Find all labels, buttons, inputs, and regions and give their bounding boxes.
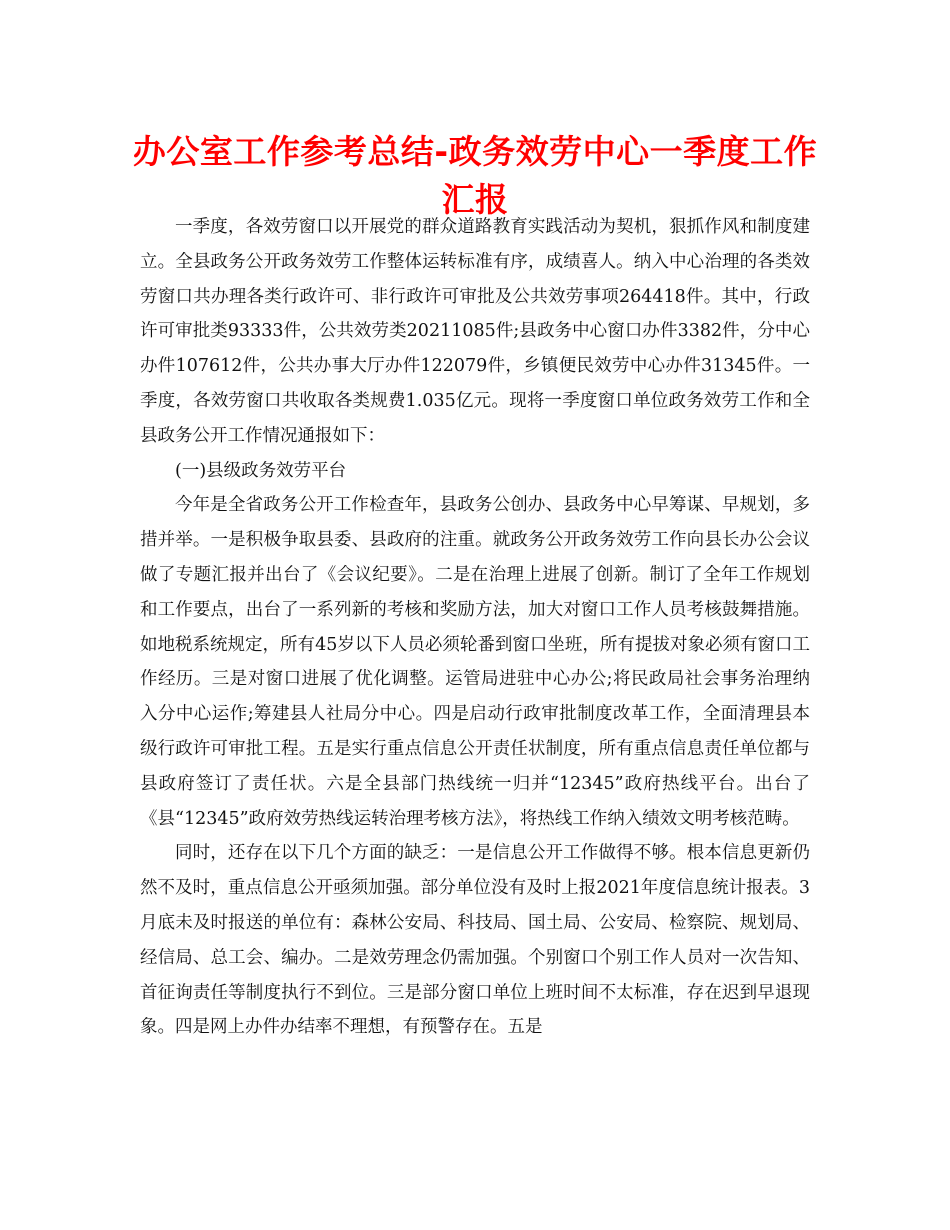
- paragraph-intro: 一季度，各效劳窗口以开展党的群众道路教育实践活动为契机，狠抓作风和制度建立。全县政务公开政务效劳工作整体运转标准有序，成绩喜人。纳入中心治理的各类效劳窗口共办理各类行政许可、非行政许可审批及公共效劳事项264418件。其中，行政许可审批类93333件，公共效劳类20211085件;县政务中心窗口办件3382件，分中心办件107612件，公共办事大厅办件122079件，乡镇便民效劳中心办件31345件。一季度，各效劳窗口共收取各类规费1.035亿元。现将一季度窗口单位政务效劳工作和全县政务公开工作情况通报如下：: [140, 217, 810, 446]
- paragraph-shortcomings: 同时，还存在以下几个方面的缺乏：一是信息公开工作做得不够。根本信息更新仍然不及时，重点信息公开亟须加强。部分单位没有及时上报2021年度信息统计报表。3月底未及时报送的单位有：森林公安局、科技局、国土局、公安局、检察院、规划局、经信局、总工会、编办。二是效劳理念仍需加强。个别窗口个别工作人员对一次告知、首征询责任等制度执行不到位。三是部分窗口单位上班时间不太标准，存在迟到早退现象。四是网上办件办结率不理想，有预警存在。五是: [140, 843, 810, 1038]
- section-heading: (一)县级政务效劳平台: [175, 460, 347, 481]
- document-body: [140, 210, 810, 1045]
- document-title: 办公室工作参考总结-政务效劳中心一季度工作汇报: [132, 132, 818, 219]
- paragraph-measures: 今年是全省政务公开工作检查年，县政务公创办、县政务中心早筹谋、早规划，多措并举。一是积极争取县委、县政府的注重。就政务公开政务效劳工作向县长办公会议做了专题汇报并出台了《会议纪要》。二是在治理上进展了创新。制订了全年工作规划和工作要点，出台了一系列新的考核和奖励方法，加大对窗口工作人员考核鼓舞措施。如地税系统规定，所有45岁以下人员必须轮番到窗口坐班，所有提拔对象必须有窗口工作经历。三是对窗口进展了优化调整。运管局进驻中心办公;将民政局社会事务治理纳入分中心运作;筹建县人社局分中心。四是启动行政审批制度改革工作，全面清理县本级行政许可审批工程。五是实行重点信息公开责任状制度，所有重点信息责任单位都与县政府签订了责任状。六是全县部门热线统一归并“12345”政府热线平台。出台了《县“12345”政府效劳热线运转治理考核方法》，将热线工作纳入绩效文明考核范畴。: [140, 495, 810, 829]
